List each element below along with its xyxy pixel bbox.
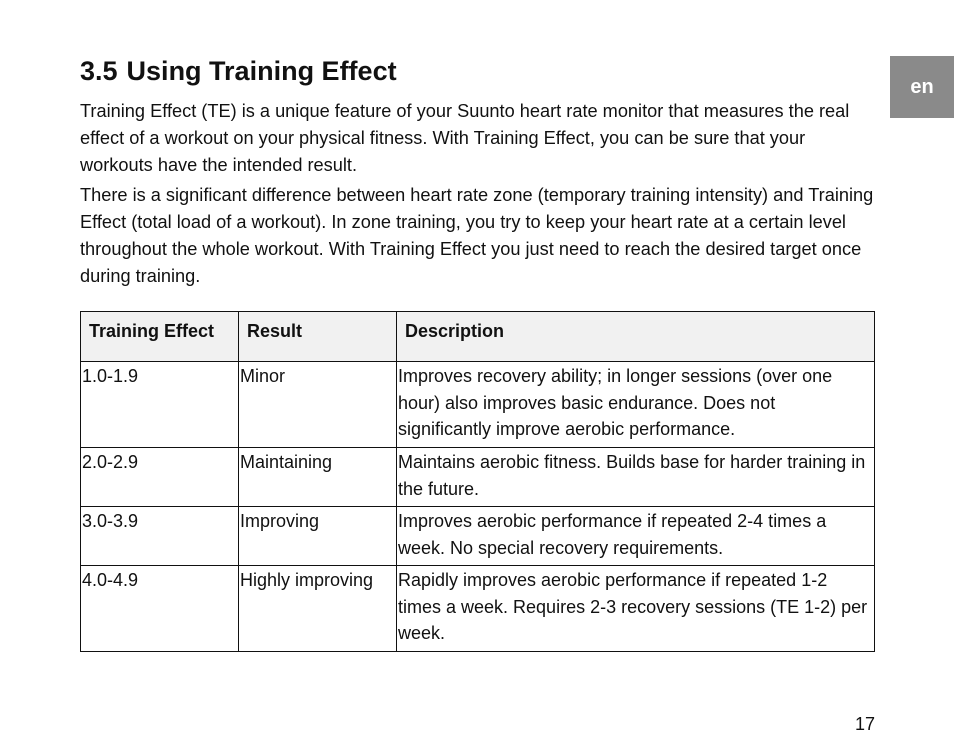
header-training-effect: Training Effect bbox=[81, 312, 239, 362]
header-result: Result bbox=[239, 312, 397, 362]
training-effect-table bbox=[80, 311, 875, 652]
section-heading bbox=[80, 54, 397, 88]
result-cell: Maintaining bbox=[239, 448, 397, 507]
te-range-cell: 4.0-4.9 bbox=[81, 566, 239, 652]
table-row bbox=[81, 507, 875, 566]
section-title: Using Training Effect bbox=[126, 56, 397, 86]
description-cell: Maintains aerobic fitness. Builds base for harder training in the future. bbox=[397, 448, 875, 507]
description-cell: Improves recovery ability; in longer sessions (over one hour) also improves basic endurance. Does not significantly improve aerobic performance. bbox=[397, 362, 875, 448]
table-header-row bbox=[81, 312, 875, 362]
table-row bbox=[81, 362, 875, 448]
description-cell: Improves aerobic performance if repeated 2-4 times a week. No special recovery requirements. bbox=[397, 507, 875, 566]
table-row bbox=[81, 566, 875, 652]
result-cell: Improving bbox=[239, 507, 397, 566]
page-number: 17 bbox=[854, 714, 875, 734]
te-range-cell: 1.0-1.9 bbox=[81, 362, 239, 448]
intro-paragraph: Training Effect (TE) is a unique feature of your Suunto heart rate monitor that measures the real effect of a workout on your physical fitness. With Training Effect, you can be sure that your workouts have the intended result. bbox=[80, 101, 850, 175]
section-number: 3.5 bbox=[80, 56, 118, 86]
table-row bbox=[81, 448, 875, 507]
header-description: Description bbox=[397, 312, 875, 362]
result-cell: Minor bbox=[239, 362, 397, 448]
description-cell: Rapidly improves aerobic performance if repeated 1-2 times a week. Requires 2-3 recovery sessions (TE 1-2) per week. bbox=[397, 566, 875, 652]
comparison-paragraph: There is a significant difference between heart rate zone (temporary training intensity) and Training Effect (total load of a workout). In zone training, you try to keep your heart rate at a certain level throughout the whole workout. With Training Effect you just need to reach the desired target once during training. bbox=[80, 185, 874, 286]
te-range-cell: 2.0-2.9 bbox=[81, 448, 239, 507]
te-range-cell: 3.0-3.9 bbox=[81, 507, 239, 566]
result-cell: Highly improving bbox=[239, 566, 397, 652]
language-tab: en bbox=[890, 56, 954, 118]
